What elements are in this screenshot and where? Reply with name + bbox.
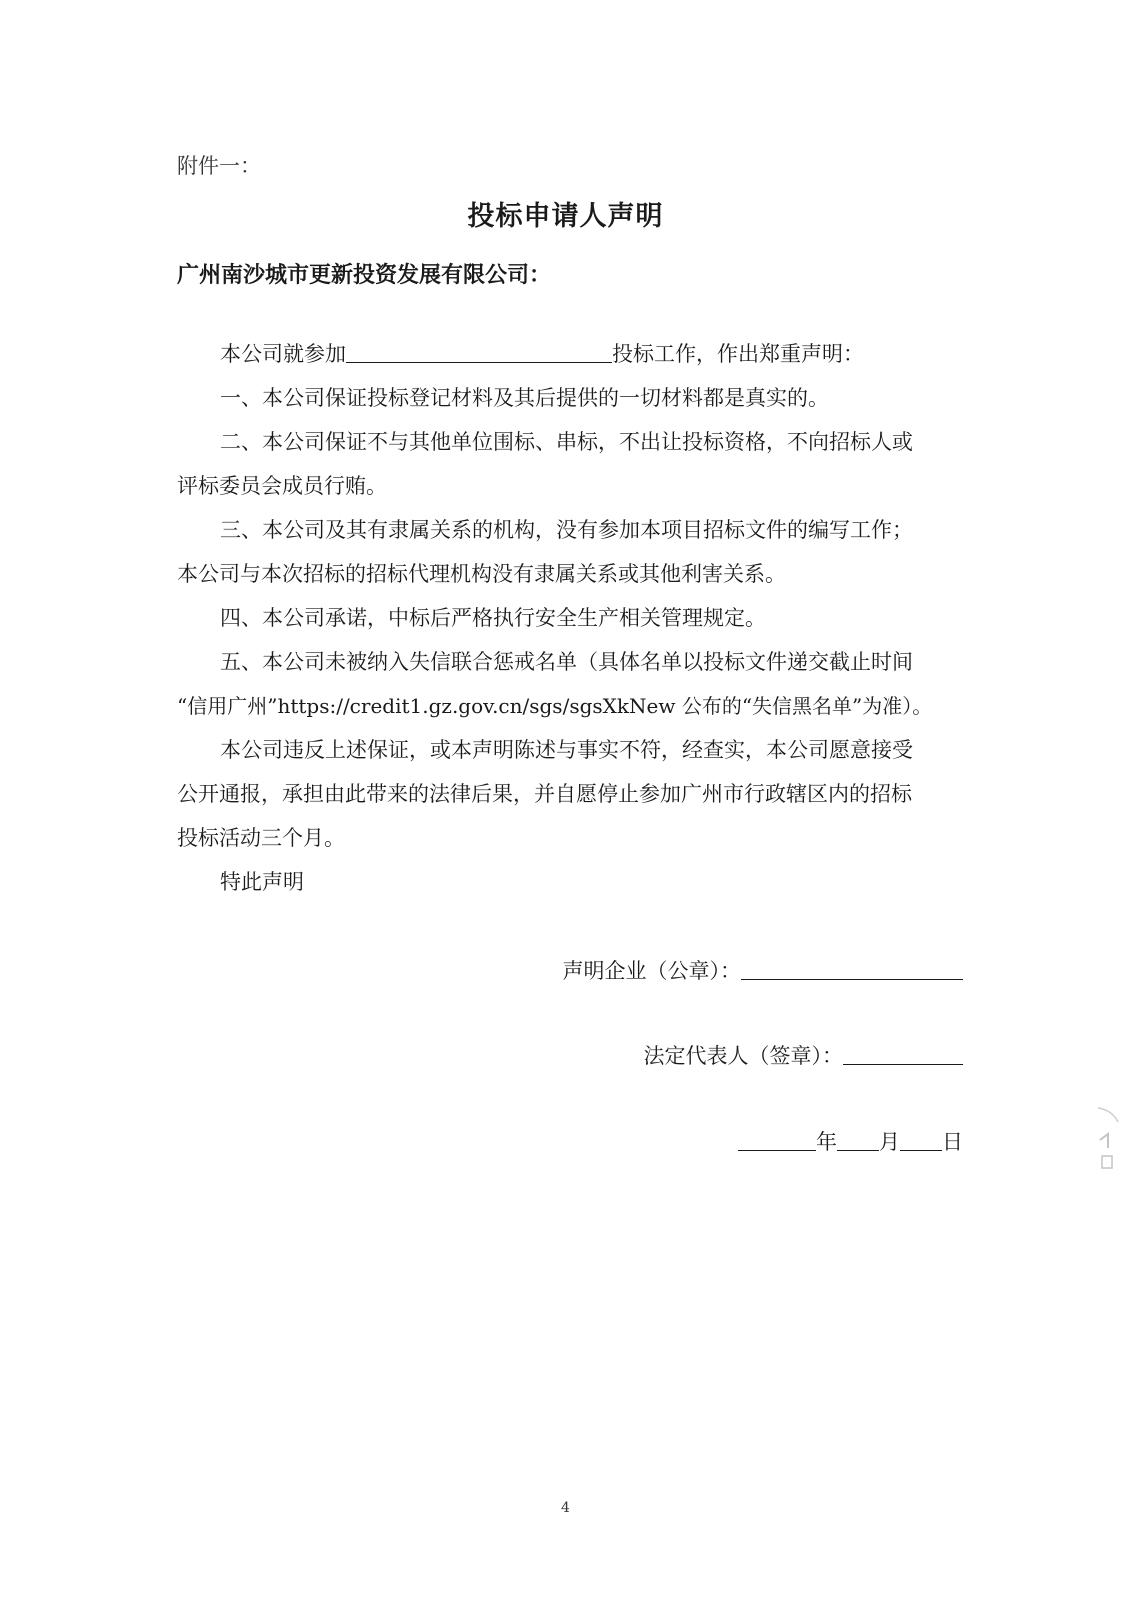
item-3-line-1: 三、本公司及其有隶属关系的机构，没有参加本项目招标文件的编写工作；: [220, 518, 913, 542]
violation-line-2: 公开通报，承担由此带来的法律后果，并自愿停止参加广州市行政辖区内的招标: [177, 782, 912, 806]
intro-line: [177, 332, 963, 376]
closing-statement: 特此声明: [220, 870, 304, 894]
addressee: 广州南沙城市更新投资发展有限公司：: [177, 262, 552, 288]
project-name-blank: [346, 340, 612, 363]
legal-rep-blank: [843, 1042, 963, 1065]
item-2-line-1: 二、本公司保证不与其他单位围标、串标，不出让投标资格，不向招标人或: [220, 430, 913, 454]
month-label: 月: [879, 1130, 900, 1154]
violation-line-1: 本公司违反上述保证，或本声明陈述与事实不符，经查实，本公司愿意接受: [220, 738, 913, 762]
item-4: 四、本公司承诺，中标后严格执行安全生产相关管理规定。: [220, 606, 766, 630]
legal-rep-label: 法定代表人（签章）：: [643, 1044, 843, 1068]
item-3-line-2: 本公司与本次招标的招标代理机构没有隶属关系或其他利害关系。: [177, 562, 786, 586]
day-blank: [900, 1128, 942, 1151]
item-5-line-2: “信用广州”https://credit1.gz.gov.cn/sgs/sgsXkNew 公布的“失信黑名单”为准）。: [177, 694, 933, 718]
intro-suffix: 投标工作，作出郑重声明：: [612, 342, 864, 366]
violation-line-3: 投标活动三个月。: [177, 826, 345, 850]
company-seal-row: [563, 955, 964, 985]
date-row: [738, 1126, 963, 1156]
intro-prefix: 本公司就参加: [220, 342, 346, 366]
year-blank: [738, 1128, 816, 1151]
attachment-label: 附件一：: [177, 154, 261, 178]
year-label: 年: [816, 1130, 837, 1154]
legal-rep-row: [644, 1040, 964, 1070]
declaration-body: [177, 332, 963, 904]
document-title: 投标申请人声明: [467, 201, 664, 232]
company-seal-label: 声明企业（公章）：: [562, 959, 741, 983]
item-1: 一、本公司保证投标登记材料及其后提供的一切材料都是真实的。: [220, 386, 829, 410]
partial-seal-mark: [1088, 1100, 1128, 1180]
month-blank: [837, 1128, 879, 1151]
company-seal-blank: [741, 957, 963, 980]
page-number: 4: [561, 1500, 570, 1516]
item-5-line-1: 五、本公司未被纳入失信联合惩戒名单（具体名单以投标文件递交截止时间: [220, 650, 913, 674]
item-2-line-2: 评标委员会成员行贿。: [177, 474, 387, 498]
day-label: 日: [942, 1130, 963, 1154]
